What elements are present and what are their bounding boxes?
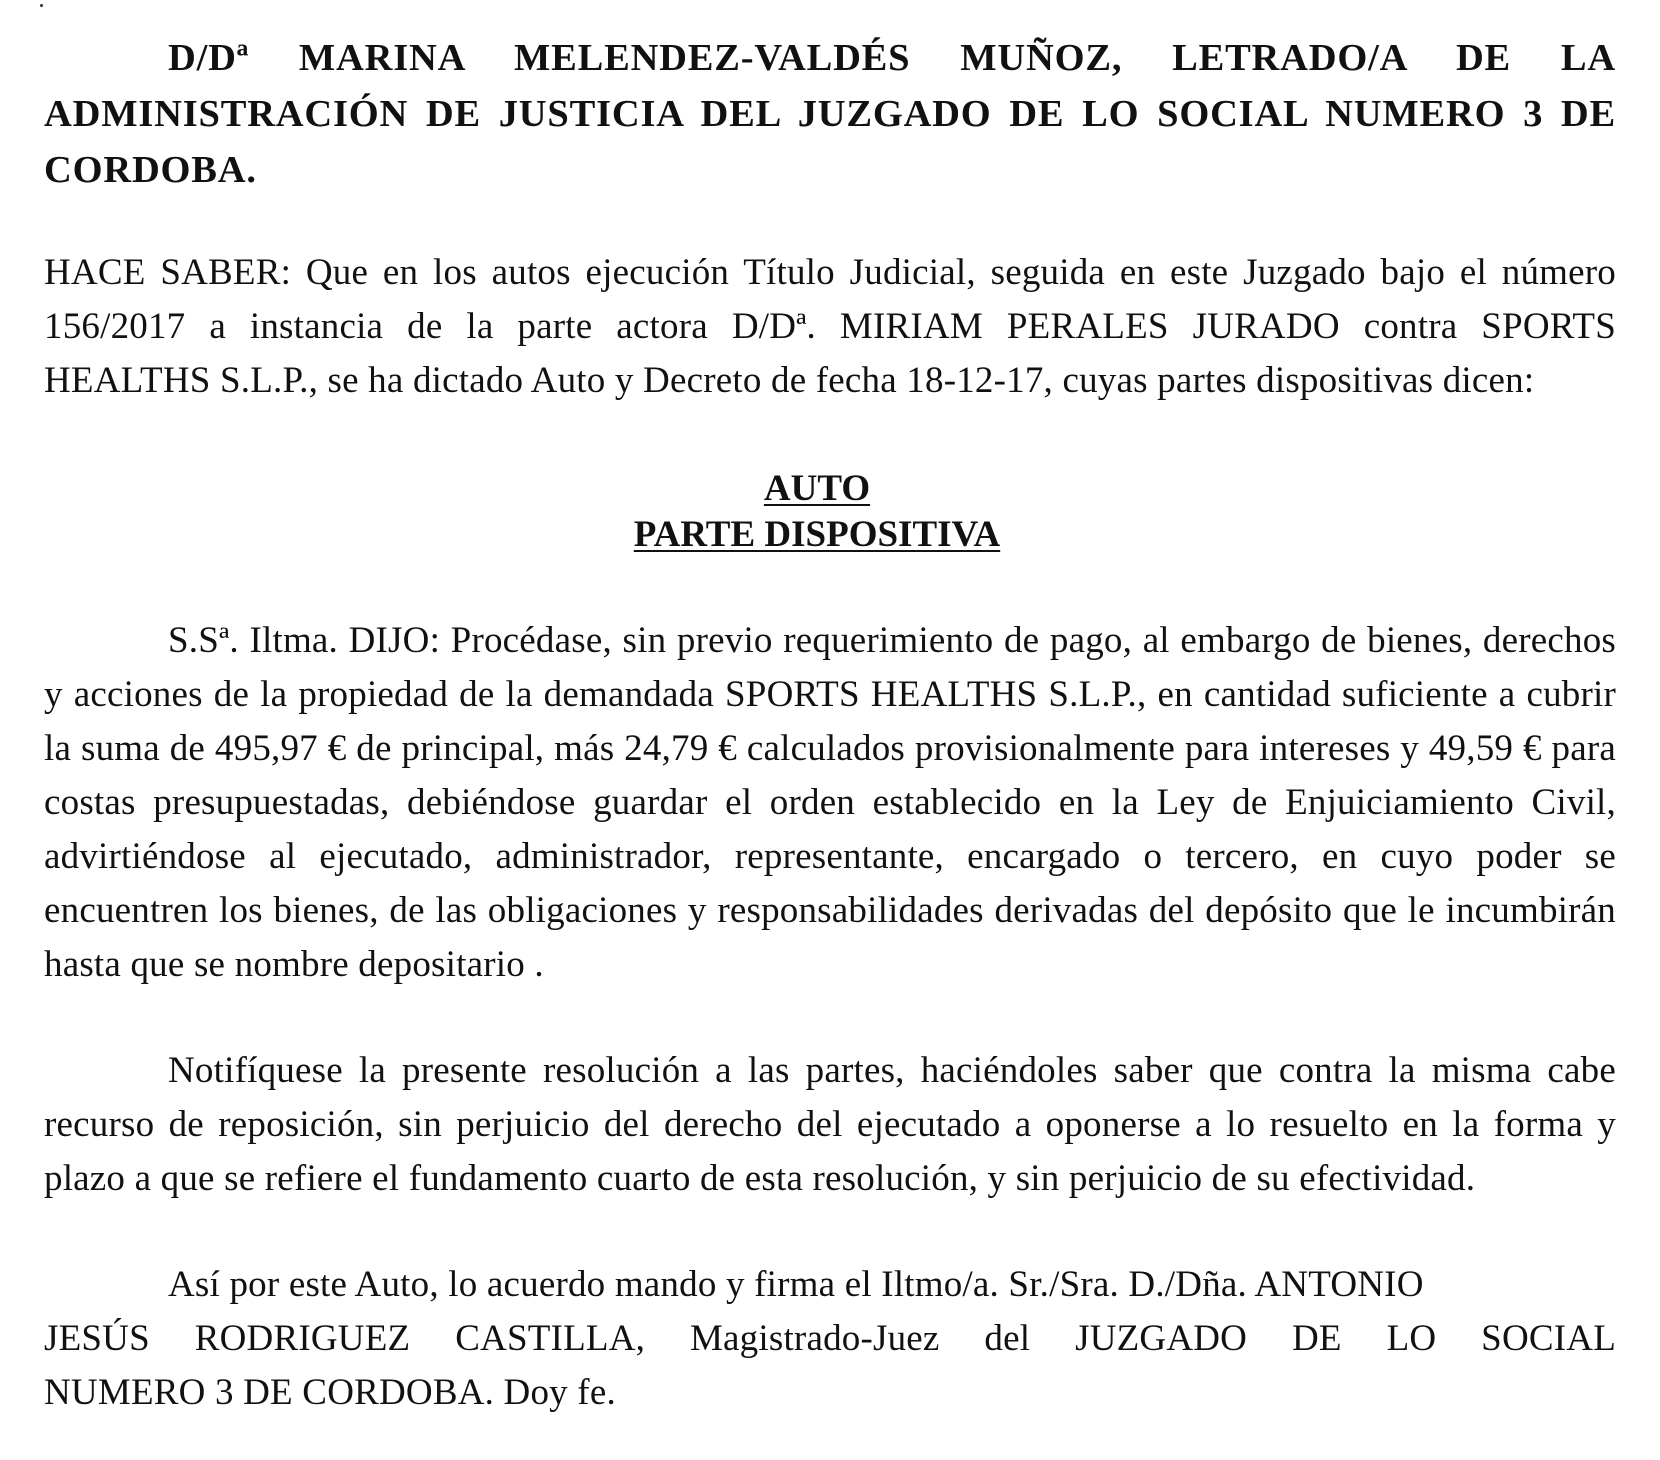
paragraph-notificacion: Notifíquese la presente resolución a las partes, haciéndoles saber que contra la misma cabe recurso de reposición, sin perjuicio del derecho del ejecutado a oponerse a lo resuelto en la forma y plazo a que se refiere el fundamento cuarto de esta resolución, y sin perjuicio de su efectividad. — [44, 1050, 1616, 1199]
firma-line-1: Así por este Auto, lo acuerdo mando y firma el Iltmo/a. Sr./Sra. D./Dña. ANTONIO — [168, 1264, 1424, 1305]
intro-paragraph: HACE SABER: Que en los autos ejecución Título Judicial, seguida en este Juzgado bajo el número 156/2017 a instancia de la parte actora D/Dª. MIRIAM PERALES JURADO contra SPORTS HEALTHS S.L.P., se ha dictado Auto y Decreto de fecha 18-12-17, cuyas partes dispositivas dicen: — [44, 252, 1616, 401]
document-heading: D/Dª MARINA MELENDEZ-VALDÉS MUÑOZ, LETRADO/A DE LA ADMINISTRACIÓN DE JUSTICIA DEL JUZGADO DE LO SOCIAL NUMERO 3 DE CORDOBA. — [44, 37, 1616, 191]
section-title-auto: AUTO — [763, 468, 871, 509]
firma-line-3: NUMERO 3 DE CORDOBA. Doy fe. — [44, 1372, 616, 1413]
scan-speck — [40, 4, 43, 7]
paragraph-dijo: S.Sª. Iltma. DIJO: Procédase, sin previo requerimiento de pago, al embargo de bienes, derechos y acciones de la propiedad de la demandada SPORTS HEALTHS S.L.P., en cantidad suficiente a cubrir la suma de 495,97 € de principal, más 24,79 € calculados provisionalmente para intereses y 49,59 € para costas presupuestadas, debiéndose guardar el orden establecido en la Ley de Enjuiciamiento Civil, advirtiéndose al ejecutado, administrador, representante, encargado o tercero, en cuyo poder se encuentren los bienes, de las obligaciones y responsabilidades derivadas del depósito que le incumbirán hasta que se nombre depositario . — [44, 620, 1616, 985]
document-page — [44, 30, 1616, 1420]
paragraph-firma — [44, 1258, 1616, 1420]
section-titles — [44, 466, 1616, 558]
section-title-parte-dispositiva: PARTE DISPOSITIVA — [633, 514, 1001, 555]
firma-line-2: JESÚS RODRIGUEZ CASTILLA, Magistrado-Juez del JUZGADO DE LO SOCIAL — [44, 1318, 1616, 1359]
